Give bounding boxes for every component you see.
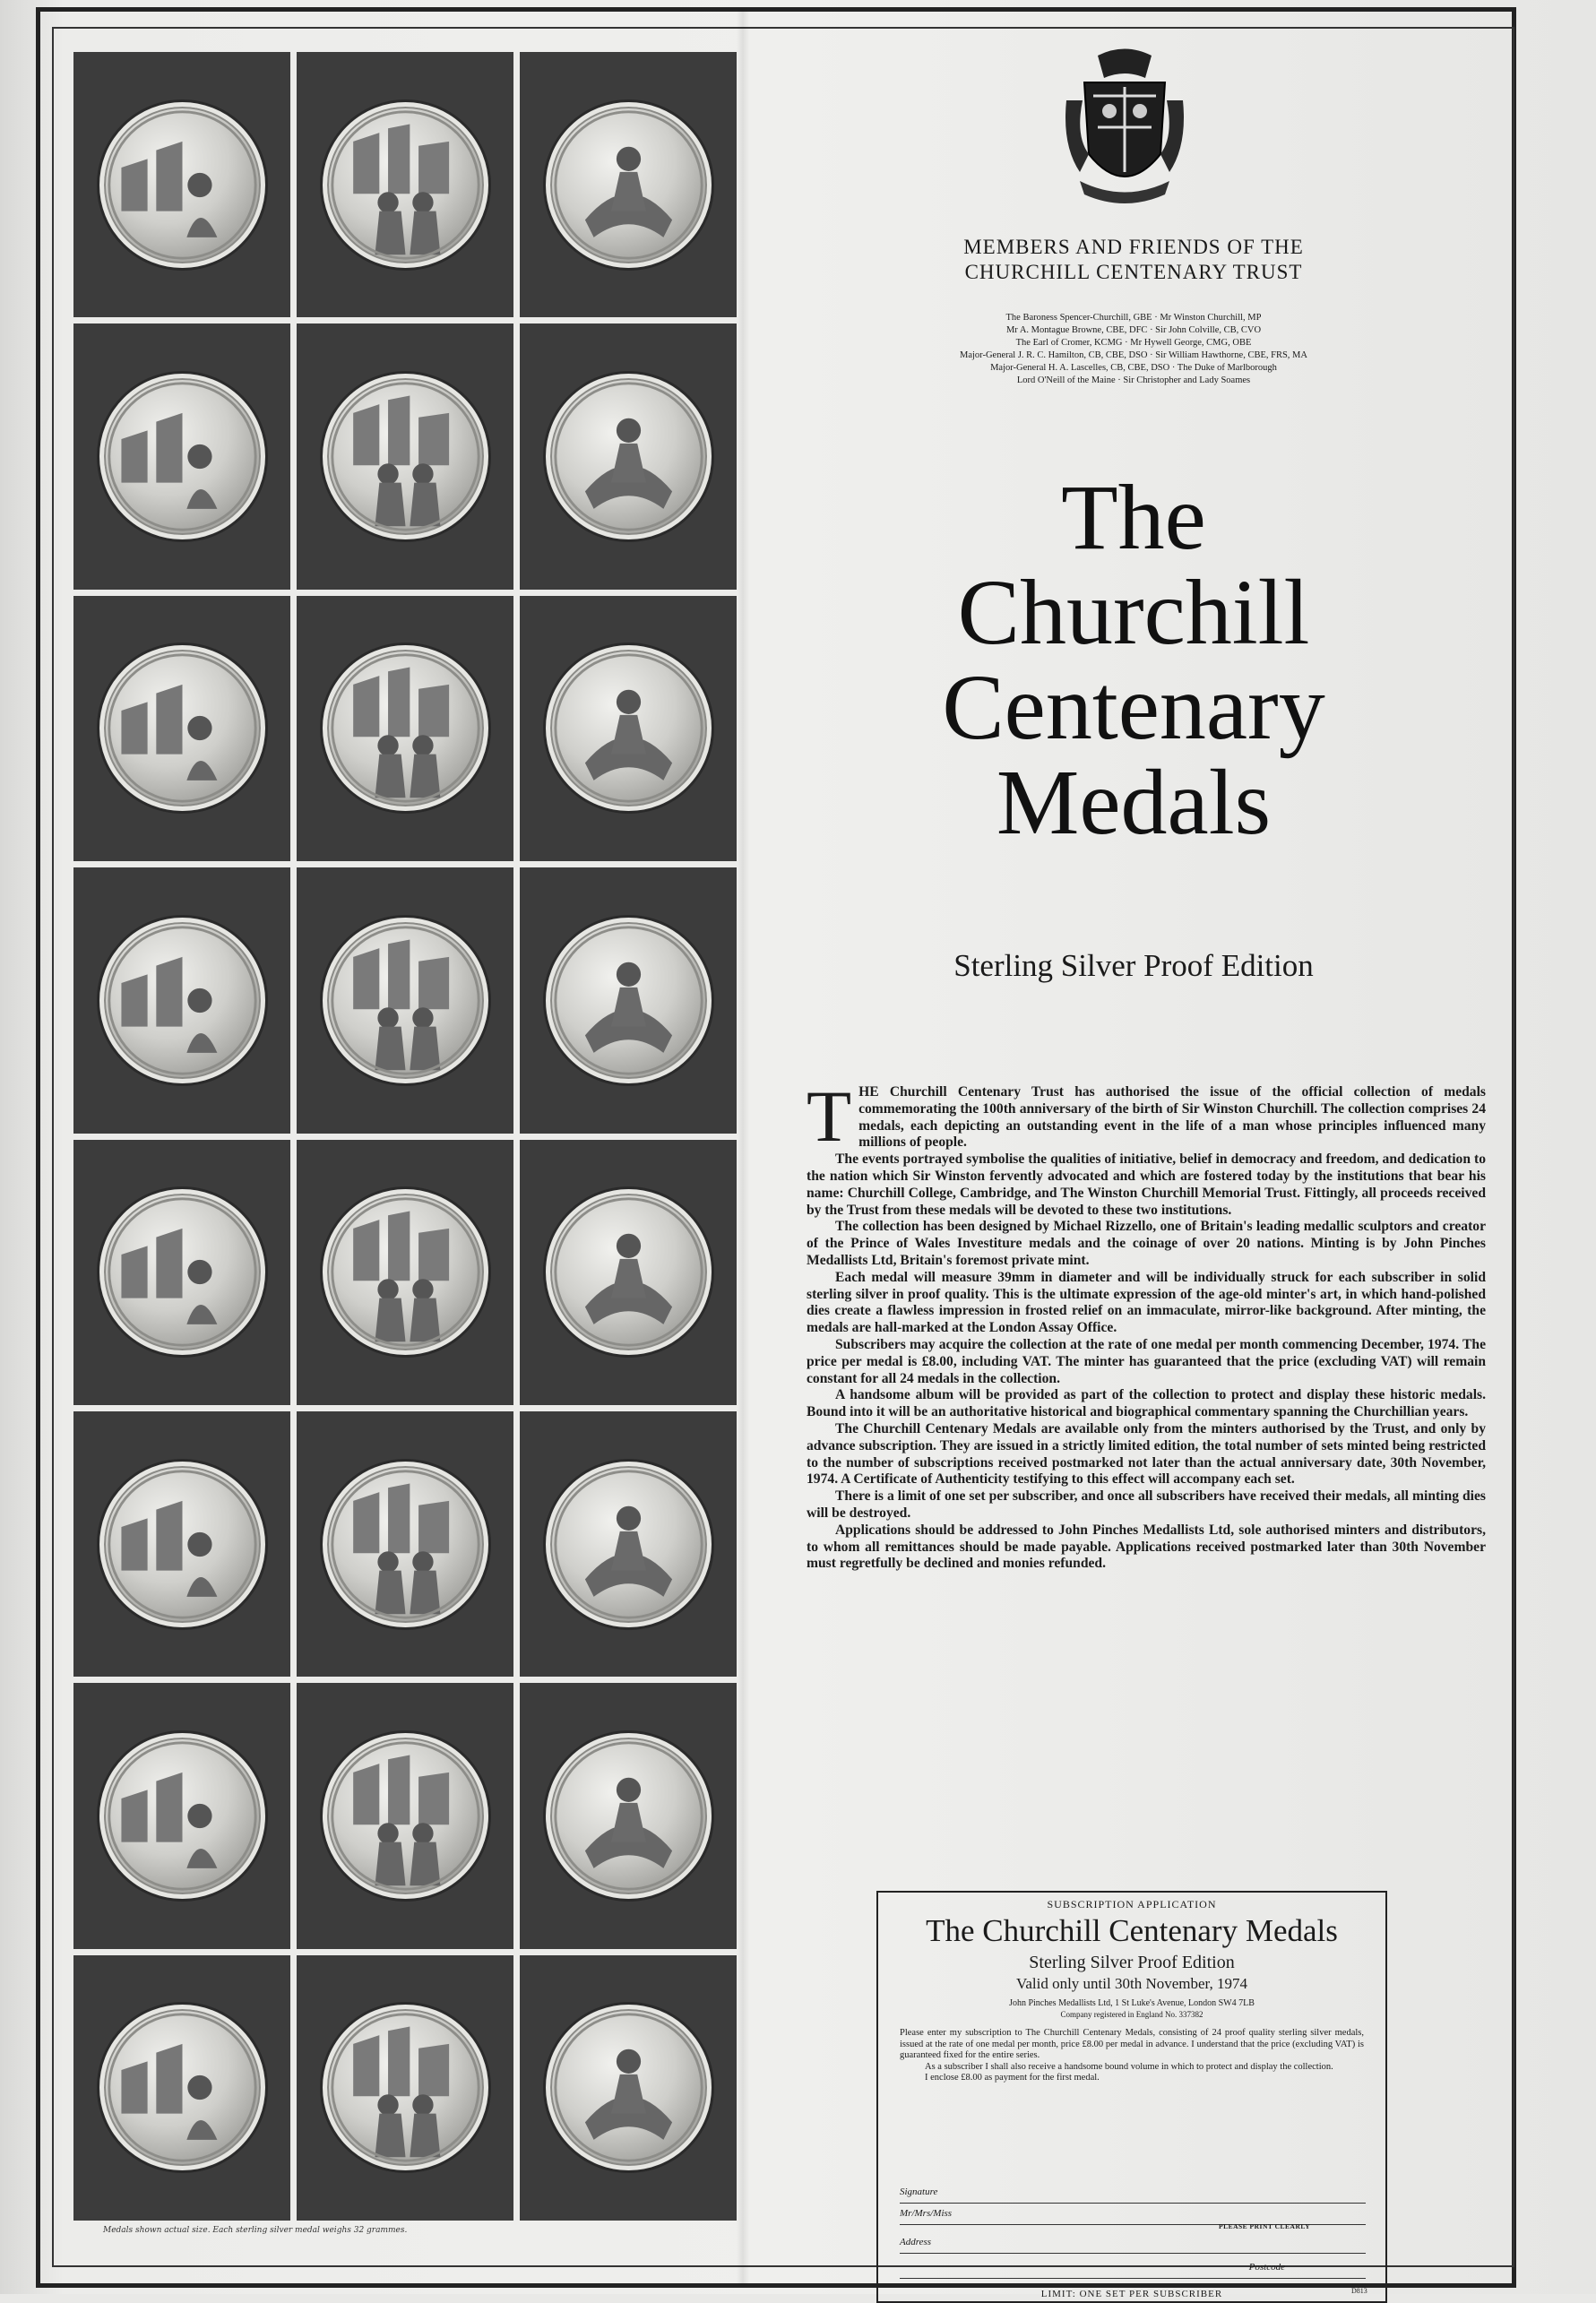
medal-cell [73,867,290,1133]
medal-icon [546,2005,712,2170]
signature-field[interactable]: Signature [900,2187,1366,2204]
medal-cell [297,1683,513,1948]
member-line: The Baroness Spencer-Churchill, GBE · Mr Winston Churchill, MP [1005,313,1262,323]
title-line-1: The [1061,466,1206,569]
medal-icon [323,1733,488,1899]
address-field[interactable]: Address [900,2237,1366,2254]
title-line-2: Churchill [957,561,1310,664]
form-code: D813 [1351,2287,1367,2295]
medal-cell [297,596,513,861]
medal-cell [520,1683,737,1948]
medal-icon [99,918,265,1083]
form-text-2: As a subscriber I shall also receive a handsome bound volume in which to protect and display the collection. [925,2061,1333,2072]
medal-cell [73,52,290,317]
coat-of-arms-icon [1057,47,1192,212]
form-label: SUBSCRIPTION APPLICATION [1047,1898,1217,1911]
medal-icon [99,374,265,539]
members-heading-line-2: CHURCHILL CENTENARY TRUST [964,261,1303,283]
advert-subtitle: Sterling Silver Proof Edition [953,948,1314,983]
members-heading [771,235,1497,285]
medal-icon [99,1189,265,1355]
medal-cell [73,323,290,589]
body-paragraph-9: Applications should be addressed to John Pinches Medallists Ltd, sole authorised minters and distributors, to whom all remittances should be made payable. Applications received postmarked later than 30th November must regretfully be declined and monies refunded. [807,1522,1486,1572]
body-paragraph-6: A handsome album will be provided as part of the collection to protect and display these historic medals. Bound into it will be an authoritative historical and biographical commentary spanning the Churchillian years. [807,1387,1486,1420]
medal-icon [323,1462,488,1627]
drop-cap: T [807,1075,852,1157]
medal-cell [73,1411,290,1677]
medal-icon [323,918,488,1083]
medal-cell [73,1955,290,2221]
form-subtitle: Sterling Silver Proof Edition [1029,1953,1235,1972]
member-line: Major-General H. A. Lascelles, CB, CBE, DSO · The Duke of Marlborough [990,363,1277,373]
form-valid-until: Valid only until 30th November, 1974 [1015,1975,1248,1992]
member-line: Mr A. Montague Browne, CBE, DFC · Sir John Colville, CB, CVO [1005,325,1262,335]
medal-cell [520,867,737,1133]
page-fold [737,9,749,2285]
medal-icon [546,1733,712,1899]
medal-icon [99,2005,265,2170]
members-heading-line-1: MEMBERS AND FRIENDS OF THE [963,236,1304,258]
medal-cell [297,1411,513,1677]
medal-icon [546,374,712,539]
name-field[interactable]: Mr/Mrs/Miss [900,2208,1366,2225]
advert-title [771,466,1497,854]
medal-icon [546,1462,712,1627]
body-paragraph-3: The collection has been designed by Michael Rizzello, one of Britain's leading medallic sculptors and creator of the Prince of Wales Investiture medals and the coinage of over 20 nations. Minting is by John Pinches Medallists Ltd, Britain's foremost private mint. [807,1219,1486,1268]
form-text-1: Please enter my subscription to The Churchill Centenary Medals, consisting of 24 proof quality sterling silver medals, issued at the rate of one medal per month, price £8.00 per medal in advance. I understand that the price (excluding VAT) is guaranteed fixed for the entire series. [900,2028,1364,2060]
body-paragraph-5: Subscribers may acquire the collection at the rate of one medal per month commencing December, 1974. The price per medal is £8.00, including VAT. The minter has guaranteed that the price (excluding VAT) will remain constant for all 24 medals in the collection. [807,1336,1486,1386]
medal-icon [323,374,488,539]
title-line-3: Centenary [942,656,1325,759]
member-line: Lord O'Neill of the Maine · Sir Christopher and Lady Soames [1016,375,1251,385]
grid-caption: Medals shown actual size. Each sterling silver medal weighs 32 grammes. [103,2226,408,2235]
medal-cell [73,596,290,861]
medal-icon [323,645,488,811]
body-paragraph-7: The Churchill Centenary Medals are available only from the minters authorised by the Trust, and only by advance subscription. They are issued in a strictly limited edition, the total number of sets minted being restricted to the number of subscriptions received postmarked not later than the actual anniversary date, 30th November, 1974. A Certificate of Authenticity testifying to this effect will accompany each set. [807,1420,1486,1488]
postcode-field[interactable]: Postcode [900,2262,1366,2279]
medal-cell [297,867,513,1133]
form-text-3: I enclose £8.00 as payment for the first medal. [925,2073,1100,2083]
medal-icon [546,645,712,811]
medal-cell [520,323,737,589]
medal-cell [297,323,513,589]
medal-icon [99,1733,265,1899]
medal-cell [73,1683,290,1948]
print-clearly-note: PLEASE PRINT CLEARLY [1219,2222,1311,2230]
members-list [856,312,1411,387]
medal-icon [323,2005,488,2170]
medal-icon [323,102,488,268]
medal-cell [297,52,513,317]
medal-cell [520,1411,737,1677]
subscription-form [876,1891,1387,2303]
medal-cell [297,1955,513,2221]
medal-icon [546,102,712,268]
body-paragraph-2: The events portrayed symbolise the qualities of initiative, belief in democracy and freedom, and dedication to the nation which Sir Winston fervently advocated and which are fostered today by the institutions that bear his name: Churchill College, Cambridge, and The Winston Churchill Memorial Trust. Fittingly, all proceeds received by the Trust from these medals will be devoted to these two institutions. [807,1152,1486,1218]
body-paragraph-8: There is a limit of one set per subscriber, and once all subscribers have received their medals, all minting dies will be destroyed. [807,1488,1486,1521]
medal-icon [99,102,265,268]
medal-icon [99,645,265,811]
title-line-4: Medals [996,751,1272,854]
medal-cell [73,1140,290,1405]
form-title: The Churchill Centenary Medals [926,1913,1338,1948]
medal-cell [520,1140,737,1405]
medal-grid [73,52,737,2221]
body-paragraph-1: THE Churchill Centenary Trust has authorised the issue of the official collection of medals commemorating the 100th anniversary of the birth of Sir Winston Churchill. The collection comprises 24 medals, each depicting an outstanding event in the life of a man whose principles influenced many millions of people. [807,1075,1486,1157]
limit-note: LIMIT: ONE SET PER SUBSCRIBER [1040,2289,1223,2299]
body-text [807,1075,1486,1573]
medal-icon [546,918,712,1083]
medal-icon [323,1189,488,1355]
medal-icon [546,1189,712,1355]
medal-cell [520,1955,737,2221]
form-text [900,2028,1364,2084]
body-paragraph-4: Each medal will measure 39mm in diameter and will be individually struck for each subscriber in solid sterling silver in proof quality. This is the ultimate expression of the age-old minter's art, in which hand-polished dies create a flawless impression in frosted relief on an immaculate, mirror-like background. After minting, the medals are hall-marked at the London Assay Office. [807,1269,1486,1336]
member-line: Major-General J. R. C. Hamilton, CB, CBE, DSO · Sir William Hawthorne, CBE, FRS, MA [960,350,1307,360]
form-address: John Pinches Medallists Ltd, 1 St Luke's Avenue, London SW4 7LB [1009,1998,1255,2008]
medal-cell [520,596,737,861]
form-registration: Company registered in England No. 337382 [1060,2010,1203,2019]
medal-cell [520,52,737,317]
member-line: The Earl of Cromer, KCMG · Mr Hywell George, CMG, OBE [1015,338,1252,348]
medal-icon [99,1462,265,1627]
medal-cell [297,1140,513,1405]
